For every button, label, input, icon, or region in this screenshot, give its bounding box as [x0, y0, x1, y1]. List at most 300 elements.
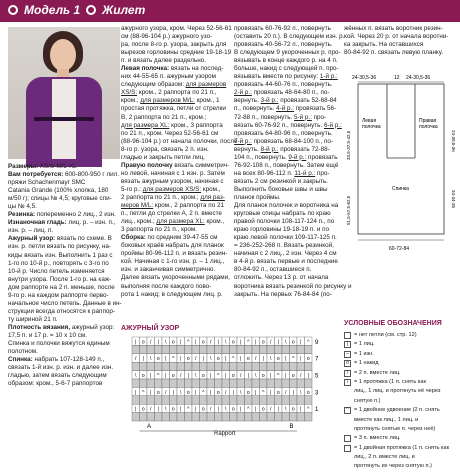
chart-cell — [275, 413, 283, 421]
chart-symbol: | — [300, 356, 302, 363]
chart-symbol: o — [276, 356, 280, 363]
chart-symbol: o — [171, 339, 175, 346]
col1-line: пряжи Schachenmayr SMC — [8, 179, 86, 187]
chart-cell — [185, 379, 193, 387]
col2-line: простая протяжка, петли от стрелки — [121, 105, 226, 113]
chart-cell — [260, 413, 268, 421]
chart-cell — [252, 396, 260, 404]
schema-outline — [358, 84, 444, 234]
legend-item — [344, 416, 460, 425]
legend-item — [344, 369, 460, 378]
chart-symbol: ^ — [247, 339, 250, 346]
chart-cell — [245, 413, 253, 421]
chart-cell — [252, 379, 260, 387]
chart-cell — [237, 413, 245, 421]
col2-line: XS/S: кром., 2 раппорта по 21 п., — [121, 89, 217, 97]
chart-symbol: o — [156, 389, 160, 396]
chart-symbol: \ — [150, 356, 152, 363]
chart-symbol: | — [180, 406, 182, 413]
chart-symbol: / — [300, 373, 302, 379]
col2-line: Далее вязать укороченными рядами, — [121, 274, 230, 282]
chart-marker: B — [289, 424, 294, 430]
col3-line: отложить. Через 13 р. от начала — [234, 274, 329, 282]
chart-cell — [192, 413, 200, 421]
chart-cell — [230, 345, 238, 353]
chart-cell — [162, 413, 170, 421]
chart-cell — [260, 345, 268, 353]
chart-cell — [192, 362, 200, 370]
legend-item — [344, 331, 460, 340]
col2-line: но левой, начиная с 1 изн. р. Затем — [121, 169, 225, 177]
legend-symbol-icon: | — [344, 341, 351, 348]
chart-symbol: \ — [180, 389, 182, 396]
schema-right-lower: 34-34-35 — [451, 190, 456, 209]
chart-cell — [192, 379, 200, 387]
chart-symbol: | — [210, 373, 212, 379]
chart-symbol: | — [210, 389, 212, 396]
chart-cell — [215, 413, 223, 421]
chart-cell — [147, 396, 155, 404]
chart-symbol: ^ — [217, 373, 220, 379]
col1-line: цы № 4,5. — [8, 203, 37, 211]
col1-line: Изнаночная гладь: лиц. р. – изн. п., — [8, 219, 116, 227]
col1-line: 1-го по 10-й р., повторять с 3-го по — [8, 259, 109, 267]
chart-symbol: | — [165, 373, 167, 379]
chart-cell — [132, 413, 140, 421]
chart-symbol: / — [210, 406, 212, 413]
legend-title: УСЛОВНЫЕ ОБОЗНАЧЕНИЯ — [344, 320, 442, 327]
chart-symbol: o — [141, 373, 145, 379]
chart-cell — [237, 362, 245, 370]
col1-line: Catania Grande (100% хлопка, 180 — [8, 187, 109, 195]
legend-label: снятую п.) — [354, 397, 381, 404]
chart-cell — [222, 396, 230, 404]
schema-top-width: 24-30,5-36 — [352, 75, 377, 81]
chart-symbol: \ — [210, 356, 212, 363]
col4-line: 80-84-92 п. связать левую планку. — [344, 49, 444, 57]
chart-row-number: 9 — [315, 339, 319, 346]
chart-cell — [185, 396, 193, 404]
chart-symbol: | — [217, 339, 219, 346]
chart-cell — [305, 413, 313, 421]
chart-cell — [170, 362, 178, 370]
legend-label: = 2 п. вместе лиц. — [354, 369, 401, 376]
col1-line: связать 1-й изн. р. изн. и далее изн. — [8, 364, 114, 372]
chart-symbol: o — [261, 339, 265, 346]
chart-symbol: o — [141, 339, 145, 346]
chart-symbol: | — [195, 389, 197, 396]
schema-right-upper: 24-30,5-36 — [451, 130, 456, 152]
chart-cell — [275, 362, 283, 370]
col1-line: изн. р. петли вязать по рисунку, на- — [8, 243, 111, 251]
schema-neck: 12 — [394, 75, 400, 81]
col2-line: кром.; для размеров M/L: кром., 1 — [121, 97, 220, 105]
chart-symbol: | — [142, 356, 144, 363]
chart-cell — [267, 413, 275, 421]
chart-symbol: ^ — [232, 356, 235, 363]
chart-cell — [132, 396, 140, 404]
col3-line: (оставить 20 п.). В следующем изн. р. — [234, 33, 345, 41]
chart-symbol: | — [285, 373, 287, 379]
model-photo — [8, 27, 120, 159]
chart-symbol: o — [246, 389, 250, 396]
chart-cell — [155, 345, 163, 353]
chart-cell — [162, 396, 170, 404]
chart-symbol: / — [195, 356, 197, 363]
chart-symbol: | — [270, 373, 272, 379]
col3-line: Выполнить боковые швы и швы — [234, 185, 328, 193]
chart-symbol: | — [240, 356, 242, 363]
col2-line: вырезов горловины средние 19-18-19 — [121, 49, 232, 57]
chart-cell — [215, 345, 223, 353]
chart-cell — [245, 345, 253, 353]
chart-cell — [305, 379, 313, 387]
chart-cell — [207, 379, 215, 387]
flower-icon — [86, 5, 96, 15]
chart-cell — [275, 396, 283, 404]
chart-symbol: \ — [135, 373, 137, 379]
col2-line: боковых краёв набрать для планок — [121, 242, 224, 250]
col3-line: В следующем 9 укороченных р. про- — [234, 49, 341, 57]
chart-symbol: | — [255, 339, 257, 346]
chart-cell — [185, 345, 193, 353]
col1-line: полотном. — [8, 348, 38, 356]
chart-symbol: | — [307, 373, 309, 379]
chart-symbol: \ — [240, 389, 242, 396]
chart-symbol: \ — [300, 389, 302, 396]
chart-symbol: o — [291, 339, 295, 346]
col2-line: B, 2 раппорта по 21 п., кром.; — [121, 113, 207, 121]
chart-symbol: o — [201, 339, 205, 346]
chart-cell — [132, 345, 140, 353]
chart-cell — [290, 345, 298, 353]
col1-line: ту шириной 21 п. — [8, 315, 58, 323]
chart-cell — [252, 362, 260, 370]
chart-cell — [297, 362, 305, 370]
chart-cell — [207, 396, 215, 404]
chart-cell — [162, 362, 170, 370]
col2-line: следующим образом: для размеров — [121, 81, 227, 89]
chart-symbol: | — [187, 373, 189, 379]
chart-cell — [252, 413, 260, 421]
col1-line: 17,5 п. и 17 р. = 10 x 10 см. — [8, 331, 87, 339]
chart-cell — [147, 413, 155, 421]
chart-cell — [267, 379, 275, 387]
legend-item — [344, 387, 460, 396]
chart-symbol: | — [195, 406, 197, 413]
col3-line: вязать 2 см резинкой и закрыть. — [234, 177, 329, 185]
chart-symbol: ^ — [187, 406, 190, 413]
chart-symbol: o — [186, 356, 190, 363]
chart-symbol: | — [225, 373, 227, 379]
chart-cell — [200, 345, 208, 353]
schema-back: Спинка — [392, 186, 409, 192]
chart-cell — [275, 345, 283, 353]
chart-cell — [297, 345, 305, 353]
chart-symbol: | — [135, 339, 137, 346]
chart-cell — [290, 396, 298, 404]
page-header — [0, 0, 460, 22]
legend-symbol-icon: o — [344, 360, 351, 367]
col2-line: ра, после 8-го р. узора, закрыть для — [121, 41, 227, 49]
chart-cell — [177, 379, 185, 387]
col3-line: краю левой полочки 109-117-125 п. — [234, 234, 337, 242]
chart-cell — [260, 362, 268, 370]
legend-item — [344, 453, 460, 462]
col2-line: Сборка: по средним 39-47-55 см — [121, 234, 218, 242]
col3-line: краю горловины 19-18-19 п. и по — [234, 226, 330, 234]
col3-line: круговые спицы набрать по краю — [234, 210, 331, 218]
chart-symbol: | — [292, 389, 294, 396]
chart-cell — [132, 362, 140, 370]
col2-line: вязать ажурным узором, начиная с — [121, 177, 224, 185]
chart-symbol: o — [201, 373, 205, 379]
chart-cell — [290, 413, 298, 421]
chart-cell — [200, 379, 208, 387]
chart-symbol: o — [276, 389, 280, 396]
pattern-chart — [128, 335, 328, 431]
chart-symbol: | — [285, 356, 287, 363]
col2-line: для размера XL: кром., 3 раппорта — [121, 121, 223, 129]
model-title: Модель 1 — [24, 3, 81, 17]
col1-line: внутри узора. После 1-го р. на каж- — [8, 275, 112, 283]
chart-cell — [245, 396, 253, 404]
chart-symbol: | — [300, 406, 302, 413]
chart-symbol: o — [246, 356, 250, 363]
col1-line: Вам потребуется: 600-800-950 г лил. — [8, 171, 120, 179]
chart-symbol: o — [171, 373, 175, 379]
chart-symbol: / — [180, 373, 182, 379]
col1-line: Спинка и полочки вяжутся единым — [8, 340, 110, 348]
legend-label: = 1 протяжка (1 п. снять как — [354, 378, 426, 385]
col3-line: провязать 64-80-96 п., повернуть. — [234, 129, 333, 137]
chart-title: АЖУРНЫЙ УЗОР — [121, 325, 180, 332]
col2-line: 8-го р. узора, связать 2 п. изн. — [121, 145, 209, 153]
chart-cell — [230, 362, 238, 370]
chart-cell — [155, 396, 163, 404]
chart-cell — [252, 345, 260, 353]
col3-line: вязывать вместе по рисунку: 1-й р.: — [234, 73, 338, 81]
col2-line: 2 раппорта по 21 п., кром.; для раз- — [121, 193, 225, 201]
chart-cell — [305, 345, 313, 353]
chart-cell — [140, 345, 148, 353]
col3-line: = 236-252-268 п. Вязать резинкой, — [234, 242, 334, 250]
chart-row-number: 5 — [315, 373, 319, 380]
chart-symbol: / — [210, 339, 212, 346]
col1-line: гладью, затем вязать следующим — [8, 372, 107, 380]
chart-cell — [140, 396, 148, 404]
chart-symbol: / — [255, 356, 257, 363]
col3-line: 7-й р.: провязать 68-84-100 п., по- — [234, 137, 334, 145]
schema-bottom: 60-72-84 — [389, 246, 410, 252]
chart-cell — [230, 413, 238, 421]
legend-symbol-icon — [344, 332, 351, 339]
legend-label: = 1 накид — [354, 360, 379, 367]
col3-line: 72-88 п., повернуть. 5-й р.: про- — [234, 113, 327, 121]
legend-item — [344, 378, 460, 387]
chart-row-number: 7 — [315, 356, 319, 363]
col1-line: изн. р. – лиц. п. — [8, 227, 54, 235]
chart-cell — [147, 362, 155, 370]
chart-cell — [215, 396, 223, 404]
chart-row-number: 3 — [315, 390, 319, 397]
legend-label: = 3 п. вместе лиц. — [354, 435, 401, 442]
chart-cell — [297, 413, 305, 421]
legend-item — [344, 434, 460, 443]
col2-line: 5-го р.: для размеров XS/S: кром., — [121, 185, 221, 193]
chart-cell — [147, 379, 155, 387]
col1-line: м/50 г); спицы № 4,5; круговые спи- — [8, 195, 112, 203]
chart-cell — [275, 379, 283, 387]
chart-symbol: | — [180, 356, 182, 363]
chart-cell — [177, 396, 185, 404]
chart-symbol: / — [225, 389, 227, 396]
col2-line: выполняя после каждого пово- — [121, 282, 212, 290]
col2-line: см (88-96-104 р.) ажурного узо- — [121, 33, 213, 41]
chart-symbol: | — [240, 406, 242, 413]
chart-cell — [230, 379, 238, 387]
chart-cell — [177, 345, 185, 353]
rapport-label: Rapport — [214, 431, 236, 437]
chart-symbol: o — [306, 356, 310, 363]
chart-cell — [170, 396, 178, 404]
chart-symbol: | — [165, 356, 167, 363]
chart-symbol: o — [171, 406, 175, 413]
col3-line: провязать 44-60-76 п., повернуть. — [234, 81, 333, 89]
col1-line: струкции всегда относятся к раппор- — [8, 307, 115, 315]
col2-line: Левая полочка: вязать на послед- — [121, 65, 224, 73]
col3-line: вязывать в конце каждого р. на 4 п. — [234, 57, 338, 65]
col3-line: вернуть. 8-й р.: провязать 72-88- — [234, 145, 330, 153]
chart-symbol: o — [216, 389, 220, 396]
chart-symbol: | — [172, 389, 174, 396]
chart-symbol: | — [277, 406, 279, 413]
chart-cell — [290, 362, 298, 370]
legend-label: лиц., 2 п. вместе лиц. и — [354, 454, 415, 461]
chart-symbol: ^ — [187, 339, 190, 346]
chart-symbol: | — [232, 389, 234, 396]
col2-line: Правую полочку вязать симметрич- — [121, 161, 230, 169]
col3-line: на всех 80-96-112 п. 11-й р.: про- — [234, 169, 330, 177]
chart-symbol: ^ — [142, 389, 145, 396]
col3-line: вернуть. 3-й р.: провязать 52-68-84 — [234, 97, 337, 105]
col2-line: меров M/L: кром., 2 раппорта по 21 — [121, 202, 224, 210]
col2-line: п., петли до стрелки A, 2 п. вместе — [121, 210, 222, 218]
legend-label: протянуть снятые п. через неё) — [354, 425, 436, 432]
chart-symbol: o — [231, 406, 235, 413]
chart-symbol: | — [180, 339, 182, 346]
legend-symbol-icon — [344, 445, 351, 452]
col1-line: образом: кром., 5-6-7 раппортов — [8, 380, 103, 388]
legend-symbol-icon — [344, 435, 351, 442]
col4-line: жённых п. вязать воротник резин- — [344, 25, 443, 32]
chart-symbol: ^ — [307, 339, 310, 346]
col2-line: п. и вязать далее раздельно. — [121, 57, 206, 65]
model-subtitle: Жилет — [102, 3, 146, 17]
legend-label: = нет петли (см. стр. 12) — [354, 332, 417, 338]
chart-cell — [192, 345, 200, 353]
chart-cell — [215, 362, 223, 370]
col3-line: больше, накид с следующей п. про- — [234, 65, 339, 73]
legend-symbol-icon: – — [344, 351, 351, 358]
col2-line: лиц., кром.; для размера XL: кром., — [121, 218, 225, 226]
legend-label: = 1 изн. — [354, 350, 374, 357]
chart-symbol: o — [306, 389, 310, 396]
schema-left-piece: Левая полочка — [362, 118, 381, 130]
legend-item — [344, 406, 460, 415]
chart-symbol: / — [165, 389, 167, 396]
chart-symbol: / — [150, 406, 152, 413]
legend-symbol-icon: ^ — [344, 407, 351, 414]
chart-symbol: / — [270, 406, 272, 413]
col2-line: проймы 80-96-112 п. и вязать резин- — [121, 250, 228, 258]
instructions-column-1 — [8, 163, 122, 388]
chart-symbol: | — [195, 339, 197, 346]
chart-cell — [237, 345, 245, 353]
chart-symbol: | — [255, 389, 257, 396]
col2-line: кой. Начиная с 1-го изн. р. – 1 лиц., — [121, 258, 225, 266]
chart-cell — [297, 379, 305, 387]
chart-symbol: | — [270, 389, 272, 396]
chart-symbol: \ — [225, 406, 227, 413]
chart-symbol: | — [247, 373, 249, 379]
chart-symbol: o — [261, 373, 265, 379]
col1-line: дом раппорте на 2 п. меньше, после — [8, 283, 115, 291]
col3-line: закрыть. На первых 76-84-84 (по- — [234, 290, 332, 298]
chart-symbol: ^ — [262, 389, 265, 396]
pattern-schema — [344, 70, 456, 270]
chart-symbol: | — [135, 389, 137, 396]
chart-symbol: | — [300, 339, 302, 346]
chart-cell — [222, 413, 230, 421]
chart-symbol: o — [201, 406, 205, 413]
col2-line: изн. и заканчивая симметрично. — [121, 266, 216, 274]
col3-line: 2-й р.: провязать 48-64-80 п., по- — [234, 89, 330, 97]
chart-cell — [282, 379, 290, 387]
schema-top-right: 24-30,5-36 — [406, 75, 431, 81]
chart-cell — [162, 379, 170, 387]
col2-line: рота 1 накид; в следующем лиц. р. — [121, 290, 223, 298]
col3-line: планок проймы. — [234, 193, 281, 201]
col3-line: 76-92-108 п., повернуть. Затем ещё — [234, 161, 339, 169]
chart-cell — [185, 413, 193, 421]
chart-symbol: \ — [165, 339, 167, 346]
col3-line: Для планок полочек и воротника на — [234, 202, 339, 210]
chart-cell — [140, 413, 148, 421]
chart-symbol: o — [231, 339, 235, 346]
chart-symbol: \ — [165, 406, 167, 413]
chart-cell — [177, 413, 185, 421]
chart-symbol: o — [291, 406, 295, 413]
chart-cell — [222, 379, 230, 387]
chart-cell — [200, 396, 208, 404]
chart-cell — [267, 345, 275, 353]
col3-line: провязать 40-56-72 п., повернуть. — [234, 41, 333, 49]
chart-symbol: o — [261, 406, 265, 413]
col3-line: воротника вязать резинкой по рисунку и — [234, 282, 352, 290]
chart-cell — [245, 362, 253, 370]
chart-symbol: | — [157, 406, 159, 413]
chart-symbol: | — [225, 356, 227, 363]
chart-cell — [267, 396, 275, 404]
instructions-column-4 — [344, 25, 456, 57]
chart-cell — [140, 362, 148, 370]
chart-symbol: / — [240, 373, 242, 379]
legend-item — [344, 350, 460, 359]
col1-line: Размеры: XS/S-M/L-XL — [8, 163, 77, 170]
chart-cell — [155, 362, 163, 370]
chart-symbol: o — [291, 373, 295, 379]
